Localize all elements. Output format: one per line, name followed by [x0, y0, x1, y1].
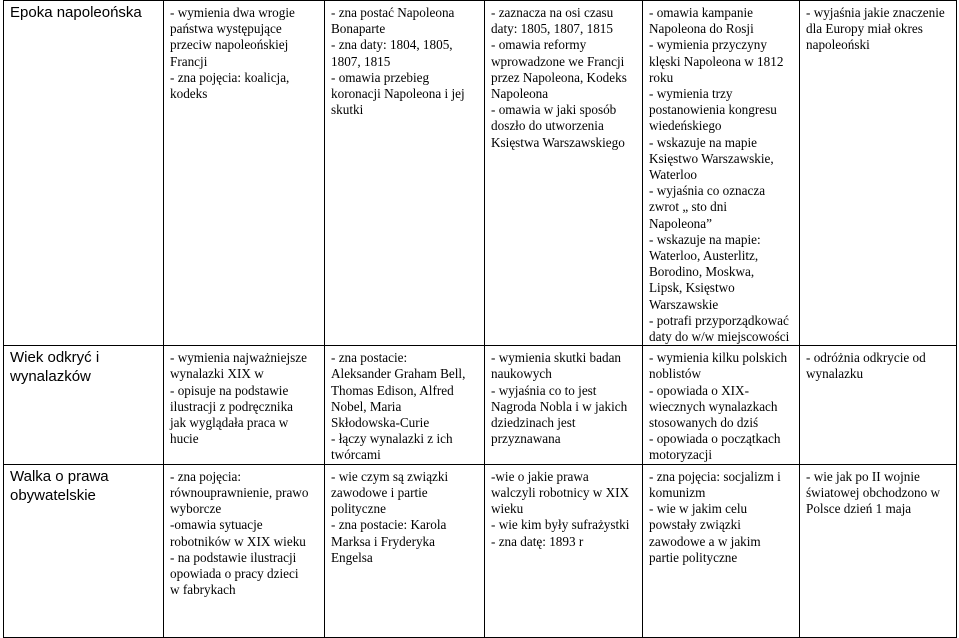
cell-text: - zna postać Napoleona Bonaparte - zna daty: 1804, 1805, 1807, 1815 - omawia przebieg koronacji Napoleona i jej skutki	[331, 5, 465, 118]
cell-text: - wymienia dwa wrogie państwa występujące przeciw napoleońskiej Francji - zna pojęcia: koalicja, kodeks	[170, 5, 295, 102]
cell-text: - omawia kampanie Napoleona do Rosji - wymienia przyczyny klęski Napoleona w 1812 roku - wymienia trzy postanowienia kongresu wiedeńskiego - wskazuje na mapie Księstwo Warszawskie, Waterloo - wyjaśnia co oznacza zwrot „ sto dni Napoleona” - wskazuje na mapie: Waterloo, Austerlitz, Borodino, Moskwa, Lipsk, Księstwo Warszawskie - potrafi przyporządkować daty do w/w miejscowości	[649, 5, 790, 345]
grade-cell	[325, 464, 485, 637]
topic-cell	[4, 464, 164, 637]
cell-text: - wie jak po II wojnie światowej obchodzono w Polsce dzień 1 maja	[806, 468, 941, 517]
grade-cell	[800, 1, 957, 346]
topic-label: Wiek odkryć i wynalazków	[10, 349, 100, 386]
grade-cell	[485, 464, 643, 637]
cell-text: - wie czym są związki zawodowe i partie polityczne - zna postacie: Karola Marksa i Fryderyka Engelsa	[331, 468, 449, 565]
cell-text: - zaznacza na osi czasu daty: 1805, 1807, 1815 - omawia reformy wprowadzone we Francji przez Napoleona, Kodeks Napoleona - omawia w jaki sposób doszło do utworzenia Księstwa Warszawskiego	[491, 5, 627, 150]
table-row	[4, 346, 957, 464]
grade-cell	[325, 1, 485, 346]
topic-label: Epoka napoleońska	[10, 4, 142, 21]
grade-cell	[485, 346, 643, 464]
cell-text: - zna pojęcia: socjalizm i komunizm - wie w jakim celu powstały związki zawodowe a w jakim partie polityczne	[649, 468, 781, 565]
table-row	[4, 1, 957, 346]
table-row	[4, 464, 957, 637]
cell-text: - zna pojęcia: równouprawnienie, prawo wyborcze -omawia sytuacje robotników w XIX wieku - na podstawie ilustracji opowiada o pracy dzieci w fabrykach	[170, 468, 309, 598]
grade-cell	[164, 464, 325, 637]
cell-text: - odróżnia odkrycie od wynalazku	[806, 350, 926, 382]
grade-cell	[643, 1, 800, 346]
grade-cell	[643, 464, 800, 637]
grade-cell	[485, 1, 643, 346]
grade-cell	[800, 464, 957, 637]
cell-text: - wyjaśnia jakie znaczenie dla Europy miał okres napoleoński	[806, 5, 945, 53]
cell-text: - wymienia kilku polskich noblistów - opowiada o XIX- wiecznych wynalazkach stosowanych do dziś - opowiada o początkach motoryzacji	[649, 350, 788, 463]
cell-text: - wymienia skutki badan naukowych - wyjaśnia co to jest Nagroda Nobla i w jakich dziedzinach jest przyznawana	[491, 350, 628, 447]
cell-text: -wie o jakie prawa walczyli robotnicy w XIX wieku - wie kim były sufrażystki - zna datę: 1893 r	[491, 468, 630, 549]
requirements-table	[3, 0, 957, 638]
topic-cell	[4, 1, 164, 346]
cell-text: - zna postacie: Aleksander Graham Bell, Thomas Edison, Alfred Nobel, Maria Skłodowska-Curie - łączy wynalazki z ich twórcami	[331, 350, 466, 463]
grade-cell	[643, 346, 800, 464]
grade-cell	[164, 1, 325, 346]
cell-text: - wymienia najważniejsze wynalazki XIX w - opisuje na podstawie ilustracji z podręcznika jak wyglądała praca w hucie	[170, 350, 307, 447]
grade-cell	[800, 346, 957, 464]
grade-cell	[164, 346, 325, 464]
topic-cell	[4, 346, 164, 464]
grade-cell	[325, 346, 485, 464]
topic-label: Walka o prawa obywatelskie	[10, 467, 109, 504]
